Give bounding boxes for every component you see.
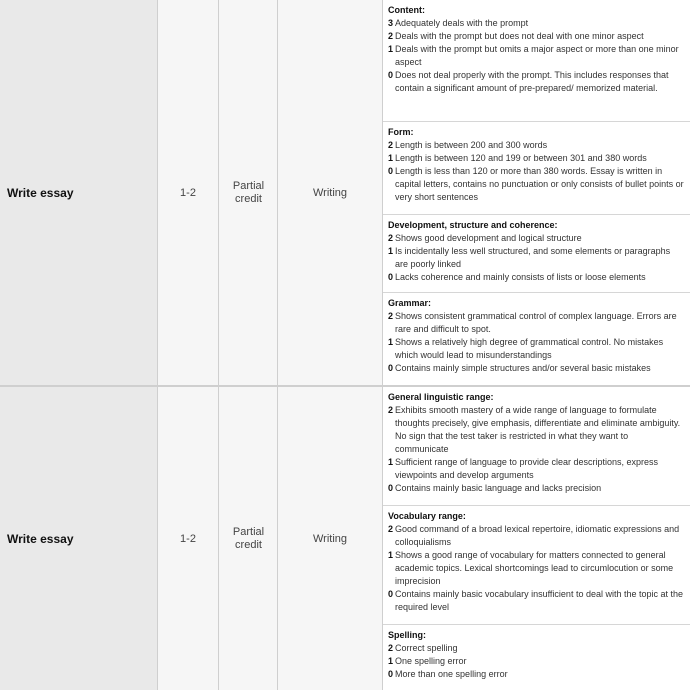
- column-divider: [218, 0, 219, 385]
- score-description: Length is between 200 and 300 words: [395, 140, 548, 150]
- score-description: Deals with the prompt but does not deal with one minor aspect: [395, 31, 644, 41]
- credit-label: Partial credit: [232, 179, 265, 205]
- list-item: [388, 43, 684, 69]
- score-label: 0: [388, 669, 394, 679]
- score-label: 1: [388, 656, 394, 666]
- score-label: 0: [388, 363, 394, 373]
- score-label: 0: [388, 483, 394, 493]
- list-item: [388, 232, 684, 245]
- score-label: 2: [388, 524, 394, 534]
- list-item: [388, 165, 684, 204]
- column-divider: [218, 387, 219, 690]
- score-label: 2: [388, 140, 394, 150]
- list-item: [388, 523, 684, 549]
- score-label: 1: [388, 457, 394, 467]
- criterion-title: General linguistic range:: [388, 392, 494, 402]
- score-label: 2: [388, 311, 394, 321]
- criterion-title: Grammar:: [388, 298, 432, 308]
- list-item: [388, 482, 684, 495]
- skill-cell: [278, 387, 382, 690]
- column-divider: [277, 387, 278, 690]
- column-divider: [157, 387, 158, 690]
- criteria-column: [383, 387, 690, 690]
- skill-cell: [278, 0, 382, 385]
- score-label: 1: [388, 44, 394, 54]
- score-label: 0: [388, 70, 394, 80]
- credit-cell: [219, 387, 278, 690]
- score-label: 0: [388, 272, 394, 282]
- score-label: 2: [388, 233, 394, 243]
- score-description: Shows a good range of vocabulary for matters connected to general academic topics. Lexical shortcomings lead to circumlocution or some imprecision: [395, 550, 674, 586]
- score-description: Contains mainly simple structures and/or several basic mistakes: [395, 363, 651, 373]
- list-item: [388, 30, 684, 43]
- score-label: 2: [388, 405, 394, 415]
- score-label: 3: [388, 18, 394, 28]
- criteria-column: [383, 0, 690, 385]
- column-divider: [157, 0, 158, 385]
- score-label: 1: [388, 337, 394, 347]
- criterion-title: Form:: [388, 127, 414, 137]
- score-description: Adequately deals with the prompt: [395, 18, 529, 28]
- criterion-block: [383, 293, 690, 385]
- criterion-title: Spelling:: [388, 630, 426, 640]
- points-label: 1-2: [180, 186, 196, 199]
- score-description: One spelling error: [395, 656, 467, 666]
- criterion-block: [383, 122, 690, 214]
- list-item: [388, 549, 684, 588]
- score-label: 2: [388, 31, 394, 41]
- list-item: [388, 152, 684, 165]
- criterion-block: [383, 506, 690, 624]
- table-row: [0, 387, 690, 690]
- score-description: Correct spelling: [395, 643, 458, 653]
- list-item: [388, 271, 684, 284]
- score-description: Length is less than 120 or more than 380 words. Essay is written in capital letters, contains no punctuation or only consists of bullet points or very short sentences: [395, 166, 684, 202]
- list-item: [388, 668, 684, 681]
- score-description: More than one spelling error: [395, 669, 508, 679]
- score-label: 0: [388, 166, 394, 176]
- score-label: 1: [388, 246, 394, 256]
- score-description: Contains mainly basic vocabulary insufficient to deal with the topic at the required level: [395, 589, 684, 612]
- list-item: [388, 139, 684, 152]
- score-description: Shows a relatively high degree of grammatical control. No mistakes which would lead to misunderstandings: [395, 337, 664, 360]
- task-cell: [0, 387, 157, 690]
- score-label: 2: [388, 643, 394, 653]
- criterion-block: [383, 0, 690, 121]
- score-label: 0: [388, 589, 394, 599]
- score-label: 1: [388, 153, 394, 163]
- credit-cell: [219, 0, 278, 385]
- score-description: Length is between 120 and 199 or between 301 and 380 words: [395, 153, 647, 163]
- score-description: Sufficient range of language to provide clear descriptions, express viewpoints and develop arguments: [395, 457, 659, 480]
- score-description: Does not deal properly with the prompt. This includes responses that contain a significant amount of pre-prepared/ memorized material.: [395, 70, 669, 93]
- list-item: [388, 404, 684, 456]
- criterion-title: Development, structure and coherence:: [388, 220, 558, 230]
- list-item: [388, 310, 684, 336]
- list-item: [388, 17, 684, 30]
- score-description: Contains mainly basic language and lacks precision: [395, 483, 602, 493]
- score-description: Is incidentally less well structured, and some elements or paragraphs are poorly linked: [395, 246, 671, 269]
- points-cell: [157, 387, 219, 690]
- list-item: [388, 245, 684, 271]
- list-item: [388, 655, 684, 668]
- score-description: Deals with the prompt but omits a major aspect or more than one minor aspect: [395, 44, 679, 67]
- list-item: [388, 69, 684, 95]
- task-label: Write essay: [7, 531, 74, 546]
- list-item: [388, 362, 684, 375]
- list-item: [388, 336, 684, 362]
- criterion-block: [383, 387, 690, 505]
- criterion-block: [383, 625, 690, 690]
- criterion-title: Content:: [388, 5, 425, 15]
- task-cell: [0, 0, 157, 385]
- score-label: 1: [388, 550, 394, 560]
- list-item: [388, 588, 684, 614]
- points-cell: [157, 0, 219, 385]
- list-item: [388, 642, 684, 655]
- list-item: [388, 456, 684, 482]
- score-description: Lacks coherence and mainly consists of lists or loose elements: [395, 272, 646, 282]
- skill-label: Writing: [312, 532, 348, 545]
- score-description: Good command of a broad lexical repertoire, idiomatic expressions and colloquialisms: [395, 524, 680, 547]
- score-description: Shows good development and logical structure: [395, 233, 582, 243]
- criterion-title: Vocabulary range:: [388, 511, 466, 521]
- skill-label: Writing: [312, 186, 348, 199]
- points-label: 1-2: [180, 532, 196, 545]
- score-description: Shows consistent grammatical control of complex language. Errors are rare and difficult to spot.: [395, 311, 677, 334]
- criterion-block: [383, 215, 690, 292]
- column-divider: [277, 0, 278, 385]
- score-description: Exhibits smooth mastery of a wide range of language to formulate thoughts precisely, give emphasis, differentiate and eliminate ambiguity. No sign that the test taker is restricted in what they want to communicate: [395, 405, 681, 454]
- credit-label: Partial credit: [232, 525, 265, 551]
- task-label: Write essay: [7, 185, 74, 200]
